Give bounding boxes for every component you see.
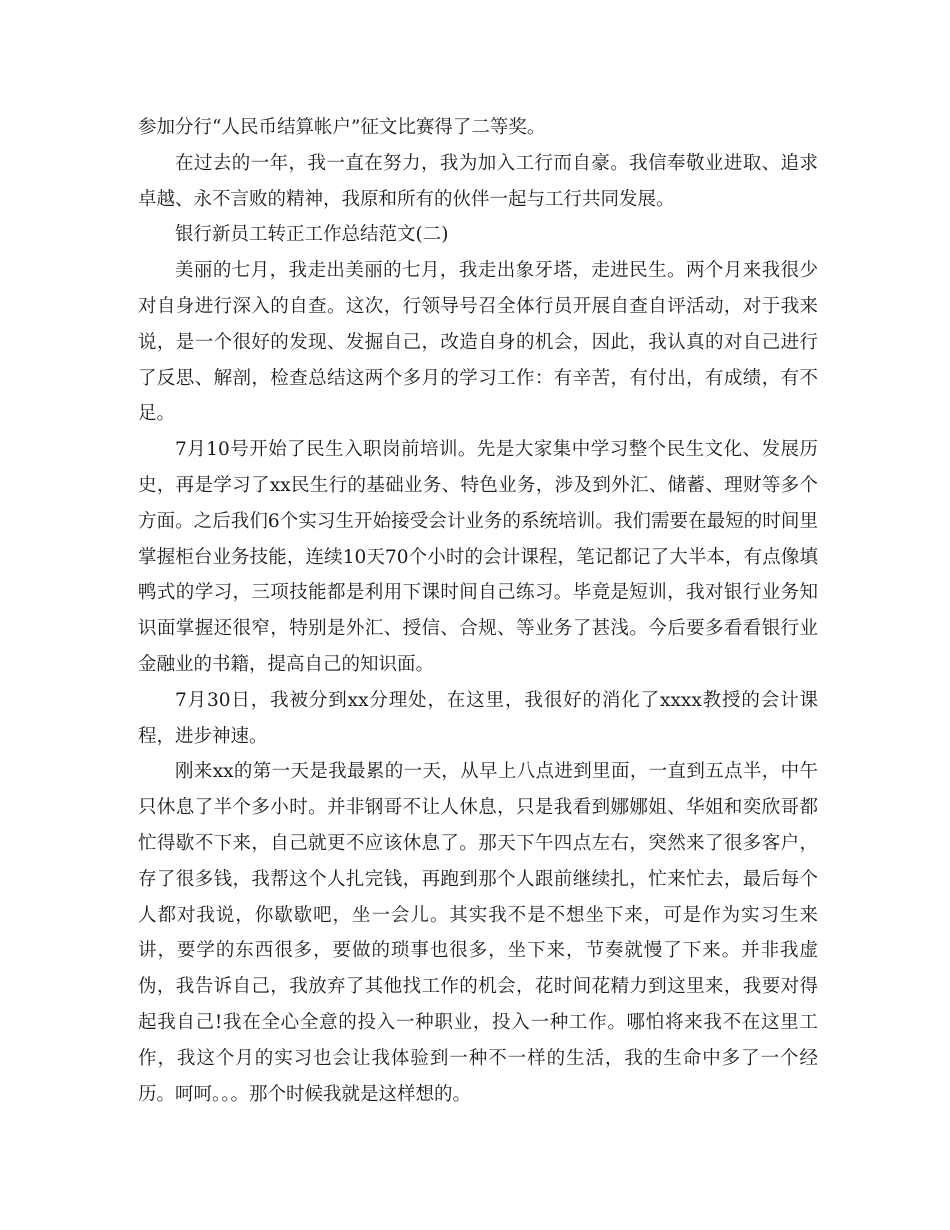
paragraph-assignment: 7月30日，我被分到xx分理处，在这里，我很好的消化了xxxx教授的会计课程，进步神速。 <box>138 689 818 747</box>
paragraph-past-year: 在过去的一年，我一直在努力，我为加入工行而自豪。我信奉敬业进取、追求卓越、永不言败的精神，我原和所有的伙伴一起与工行共同发展。 <box>138 152 818 210</box>
paragraph-training: 7月10号开始了民生入职岗前培训。先是大家集中学习整个民生文化、发展历史，再是学习了xx民生行的基础业务、特色业务，涉及到外汇、储蓄、理财等多个方面。之后我们6个实习生开始接受会计业务的系统培训。我们需要在最短的时间里掌握柜台业务技能，连续10天70个小时的会计课程，笔记都记了大半本，有点像填鸭式的学习，三项技能都是利用下课时间自己练习。毕竟是短训，我对银行业务知识面掌握还很窄，特别是外汇、授信、合规、等业务了甚浅。今后要多看看银行业金融业的书籍，提高自己的知识面。 <box>138 439 818 675</box>
paragraph-first-day: 刚来xx的第一天是我最累的一天，从早上八点进到里面，一直到五点半，中午只休息了半个多小时。并非钢哥不让人休息，只是我看到娜娜姐、华姐和奕欣哥都忙得歇不下来，自己就更不应该休息了。那天下午四点左右，突然来了很多客户，存了很多钱，我帮这个人扎完钱，再跑到那个人跟前继续扎，忙来忙去，最后每个人都对我说，你歇歇吧，坐一会儿。其实我不是不想坐下来，可是作为实习生来讲，要学的东西很多，要做的琐事也很多，坐下来，节奏就慢了下来。并非我虚伪，我告诉自己，我放弃了其他找工作的机会，花时间花精力到这里来，我要对得起我自己!我在全心全意的投入一种职业，投入一种工作。哪怕将来我不在这里工作，我这个月的实习也会让我体验到一种不一样的生活，我的生命中多了一个经历。呵呵。。。那个时候我就是这样想的。 <box>138 761 818 1105</box>
paragraph-july-intro: 美丽的七月，我走出美丽的七月，我走出象牙塔，走进民生。两个月来我很少对自身进行深入的自查。这次，行领导号召全体行员开展自查自评活动，对于我来说，是一个很好的发现、发掘自己，改造自身的机会，因此，我认真的对自己进行了反思、解剖，检查总结这两个多月的学习工作：有辛苦，有付出，有成绩，有不足。 <box>138 260 818 425</box>
document-body <box>138 110 818 1112</box>
paragraph-award: 参加分行“人民币结算帐户”征文比赛得了二等奖。 <box>138 117 546 138</box>
section-title: 银行新员工转正工作总结范文(二) <box>175 224 449 246</box>
